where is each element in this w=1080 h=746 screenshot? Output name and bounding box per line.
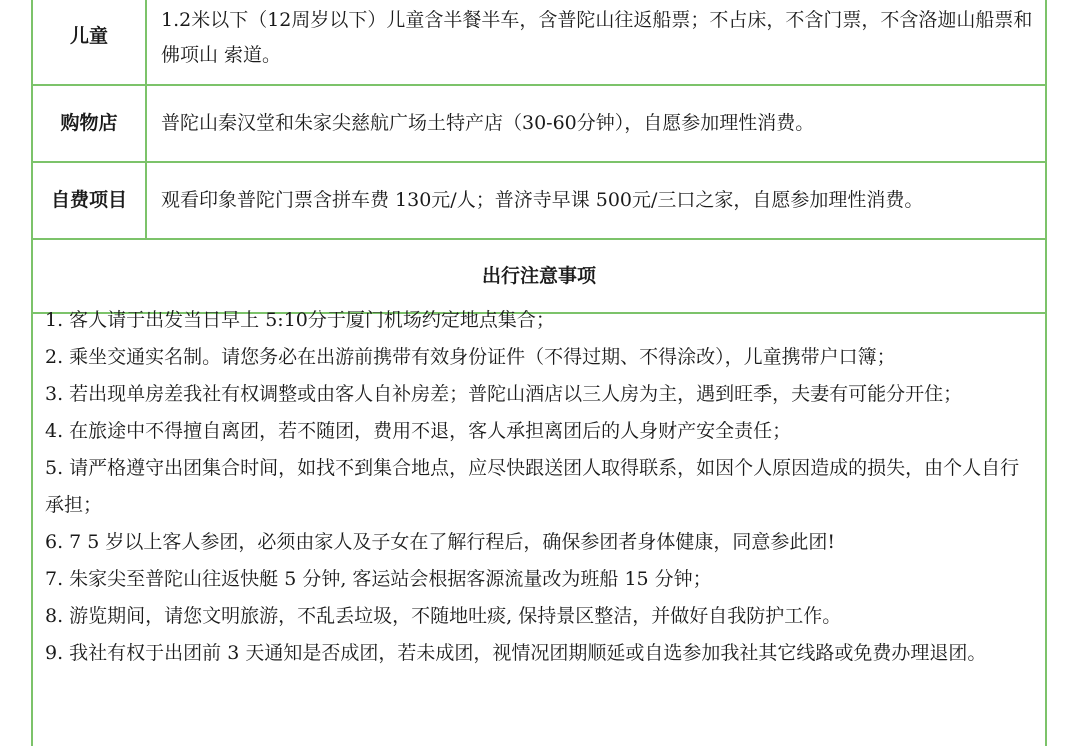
row-label-children: 儿童 [33,0,146,85]
row-label-self-paid: 自费项目 [33,162,146,239]
notice-heading: 出行注意事项 [33,239,1045,313]
info-table [33,0,1045,314]
table-row-self-paid [33,162,1045,239]
note-item: 5. 请严格遵守出团集合时间，如找不到集合地点，应尽快跟送团人取得联系，如因个人原因造成的损失，由个人自行承担； [45,457,1020,516]
notes-list [33,302,1045,672]
note-item: 3. 若出现单房差我社有权调整或由客人自补房差；普陀山酒店以三人房为主，遇到旺季，夫妻有可能分开住； [45,383,963,405]
note-item: 4. 在旅途中不得擅自离团，若不随团，费用不退，客人承担离团后的人身财产安全责任； [45,420,792,442]
table-row-shopping [33,85,1045,162]
table-row-children [33,0,1045,85]
row-value-self-paid: 观看印象普陀门票含拼车费 130元/人；普济寺早课 500元/三口之家，自愿参加理性消费。 [146,162,1045,239]
note-item: 2. 乘坐交通实名制。请您务必在出游前携带有效身份证件（不得过期、不得涂改），儿童携带户口簿； [45,346,896,368]
itinerary-sheet [31,0,1047,746]
note-item: 6. 7 5 岁以上客人参团，必须由家人及子女在了解行程后，确保参团者身体健康，同意参此团! [45,531,836,553]
note-item: 1. 客人请于出发当日早上 5:10分于厦门机场约定地点集合； [45,309,555,331]
note-item: 8. 游览期间，请您文明旅游，不乱丢垃圾，不随地吐痰, 保持景区整洁，并做好自我防护工作。 [45,605,842,627]
note-item: 7. 朱家尖至普陀山往返快艇 5 分钟, 客运站会根据客源流量改为班船 15 分钟； [45,568,712,590]
row-value-shopping: 普陀山秦汉堂和朱家尖慈航广场土特产店（30-60分钟），自愿参加理性消费。 [146,85,1045,162]
row-value-children: 1.2米以下（12周岁以下）儿童含半餐半车，含普陀山往返船票；不占床，不含门票，不含洛迦山船票和佛项山 索道。 [146,0,1045,85]
note-item: 9. 我社有权于出团前 3 天通知是否成团，若未成团，视情况团期顺延或自选参加我社其它线路或免费办理退团。 [45,642,987,664]
row-label-shopping: 购物店 [33,85,146,162]
